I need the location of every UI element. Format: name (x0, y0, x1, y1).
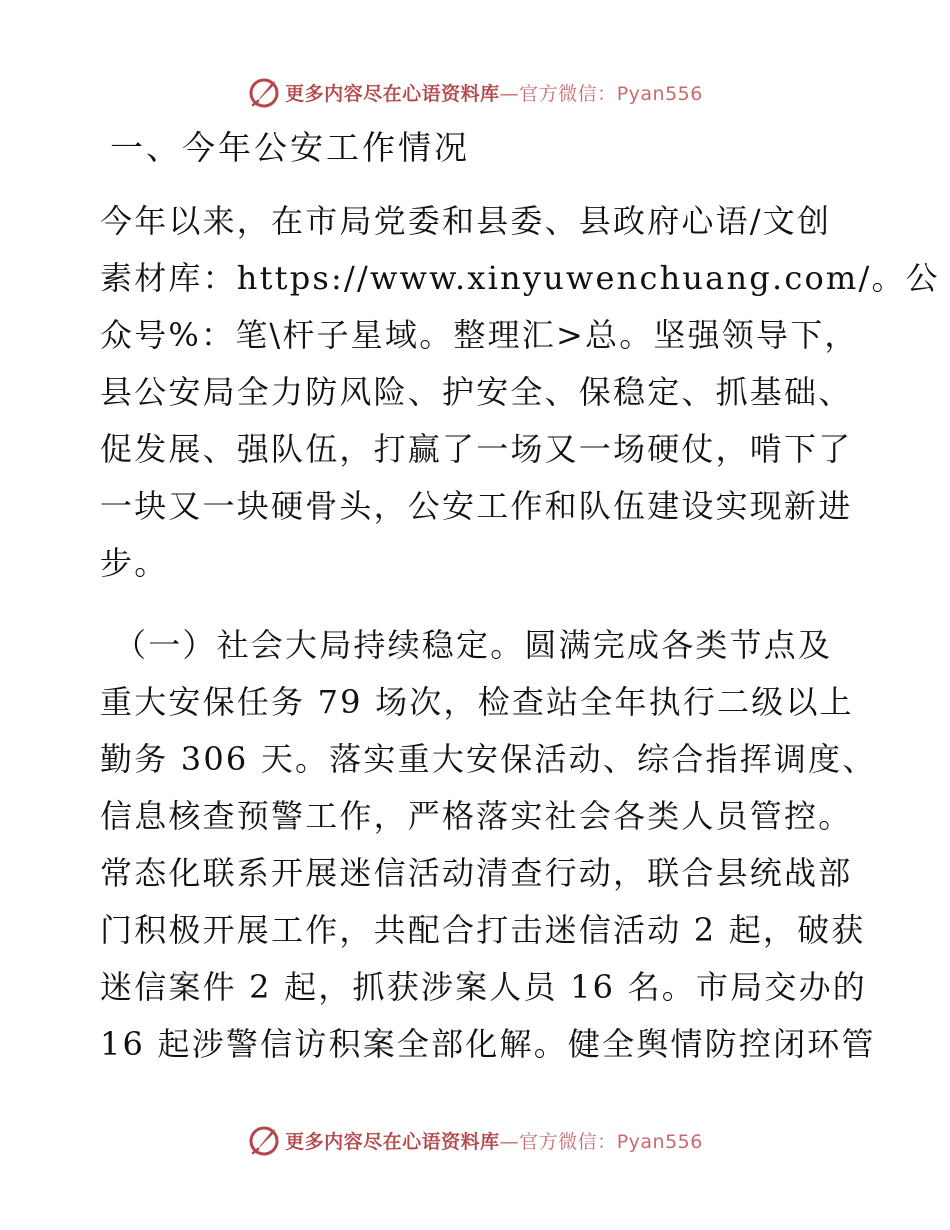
text-line: 门积极开展工作，共配合打击迷信活动 2 起，破获 (100, 911, 866, 949)
text-line: 步。 (100, 544, 169, 582)
watermark-text: 更多内容尽在心语资料库—官方微信：Pyan556 (285, 1130, 703, 1153)
section-heading: 一、今年公安工作情况 (110, 128, 470, 167)
text-line: 常态化联系开展迷信活动清查行动，联合县统战部 (100, 854, 853, 892)
text-line: 促发展、强队伍，打赢了一场又一场硬仗，啃下了 (100, 430, 853, 468)
text-line: （一）社会大局持续稳定。圆满完成各类节点及 (114, 626, 833, 664)
quill-logo-icon (247, 1123, 281, 1157)
text-line: 素材库：https://www.xinyuwenchuang.com/。公 (100, 259, 940, 297)
footer-watermark (0, 1120, 950, 1160)
text-line: 众号%：笔\杆子星域。整理汇>总。坚强领导下， (100, 316, 859, 354)
text-line: 今年以来，在市局党委和县委、县政府心语/文创 (100, 202, 832, 240)
text-line: 勤务 306 天。落实重大安保活动、综合指挥调度、 (100, 740, 877, 778)
text-line: 16 起涉警信访积案全部化解。健全舆情防控闭环管 (100, 1025, 876, 1063)
text-line: 一块又一块硬骨头，公安工作和队伍建设实现新进 (100, 487, 853, 525)
watermark-text: 更多内容尽在心语资料库—官方微信：Pyan556 (285, 82, 703, 105)
text-line: 信息核查预警工作，严格落实社会各类人员管控。 (100, 797, 853, 835)
quill-logo-icon (247, 75, 281, 109)
text-line: 重大安保任务 79 场次，检查站全年执行二级以上 (100, 683, 854, 721)
header-watermark (0, 72, 950, 112)
text-line: 县公安局全力防风险、护安全、保稳定、抓基础、 (100, 373, 853, 411)
text-line: 迷信案件 2 起，抓获涉案人员 16 名。市局交办的 (100, 968, 867, 1006)
